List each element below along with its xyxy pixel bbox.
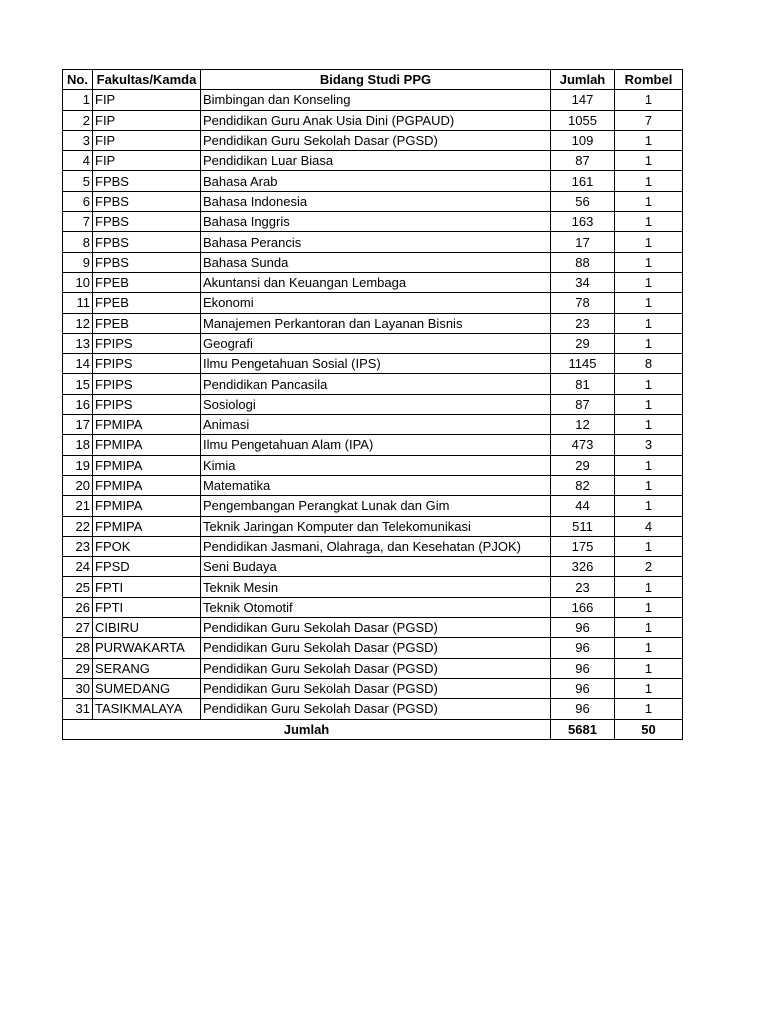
cell-fakultas: FPTI — [93, 597, 201, 617]
cell-rombel: 1 — [615, 90, 683, 110]
cell-rombel: 1 — [615, 252, 683, 272]
cell-rombel: 1 — [615, 577, 683, 597]
cell-bidang-studi: Seni Budaya — [201, 557, 551, 577]
cell-fakultas: FPOK — [93, 536, 201, 556]
cell-no: 16 — [63, 394, 93, 414]
table-row — [63, 130, 683, 150]
cell-bidang-studi: Pendidikan Guru Sekolah Dasar (PGSD) — [201, 618, 551, 638]
cell-bidang-studi: Pendidikan Guru Sekolah Dasar (PGSD) — [201, 130, 551, 150]
cell-jumlah: 109 — [551, 130, 615, 150]
cell-rombel: 1 — [615, 212, 683, 232]
cell-jumlah: 87 — [551, 151, 615, 171]
cell-jumlah: 87 — [551, 394, 615, 414]
cell-bidang-studi: Geografi — [201, 333, 551, 353]
total-label: Jumlah — [63, 719, 551, 739]
cell-jumlah: 175 — [551, 536, 615, 556]
cell-jumlah: 23 — [551, 577, 615, 597]
cell-no: 14 — [63, 354, 93, 374]
table-row — [63, 557, 683, 577]
cell-fakultas: FPMIPA — [93, 415, 201, 435]
cell-jumlah: 1055 — [551, 110, 615, 130]
table-row — [63, 658, 683, 678]
cell-no: 11 — [63, 293, 93, 313]
cell-jumlah: 96 — [551, 678, 615, 698]
cell-bidang-studi: Sosiologi — [201, 394, 551, 414]
cell-rombel: 1 — [615, 333, 683, 353]
table-row — [63, 374, 683, 394]
ppg-table — [62, 69, 683, 740]
cell-jumlah: 78 — [551, 293, 615, 313]
cell-rombel: 3 — [615, 435, 683, 455]
header-bidang-studi: Bidang Studi PPG — [201, 70, 551, 90]
table-row — [63, 212, 683, 232]
cell-bidang-studi: Teknik Jaringan Komputer dan Telekomunikasi — [201, 516, 551, 536]
cell-fakultas: FPMIPA — [93, 435, 201, 455]
cell-rombel: 1 — [615, 272, 683, 292]
cell-fakultas: FPIPS — [93, 374, 201, 394]
cell-jumlah: 29 — [551, 333, 615, 353]
cell-bidang-studi: Bahasa Perancis — [201, 232, 551, 252]
cell-jumlah: 34 — [551, 272, 615, 292]
table-row — [63, 638, 683, 658]
cell-rombel: 1 — [615, 171, 683, 191]
cell-fakultas: FPEB — [93, 293, 201, 313]
cell-no: 24 — [63, 557, 93, 577]
cell-no: 17 — [63, 415, 93, 435]
cell-bidang-studi: Bahasa Sunda — [201, 252, 551, 272]
cell-fakultas: FPMIPA — [93, 455, 201, 475]
cell-no: 12 — [63, 313, 93, 333]
cell-jumlah: 511 — [551, 516, 615, 536]
table-row — [63, 313, 683, 333]
cell-fakultas: FIP — [93, 90, 201, 110]
cell-no: 22 — [63, 516, 93, 536]
cell-rombel: 1 — [615, 151, 683, 171]
cell-jumlah: 96 — [551, 699, 615, 719]
header-rombel: Rombel — [615, 70, 683, 90]
cell-fakultas: PURWAKARTA — [93, 638, 201, 658]
cell-bidang-studi: Pendidikan Guru Sekolah Dasar (PGSD) — [201, 638, 551, 658]
cell-fakultas: FPEB — [93, 272, 201, 292]
cell-bidang-studi: Pendidikan Luar Biasa — [201, 151, 551, 171]
cell-fakultas: SERANG — [93, 658, 201, 678]
cell-fakultas: FPEB — [93, 313, 201, 333]
cell-no: 1 — [63, 90, 93, 110]
cell-fakultas: FPIPS — [93, 354, 201, 374]
cell-rombel: 8 — [615, 354, 683, 374]
table-row — [63, 415, 683, 435]
cell-fakultas: FPBS — [93, 191, 201, 211]
cell-bidang-studi: Pendidikan Guru Anak Usia Dini (PGPAUD) — [201, 110, 551, 130]
cell-no: 21 — [63, 496, 93, 516]
table-row — [63, 191, 683, 211]
table-row — [63, 618, 683, 638]
cell-fakultas: FIP — [93, 110, 201, 130]
cell-bidang-studi: Pengembangan Perangkat Lunak dan Gim — [201, 496, 551, 516]
cell-fakultas: TASIKMALAYA — [93, 699, 201, 719]
cell-fakultas: FIP — [93, 151, 201, 171]
table-row — [63, 536, 683, 556]
cell-no: 25 — [63, 577, 93, 597]
cell-bidang-studi: Manajemen Perkantoran dan Layanan Bisnis — [201, 313, 551, 333]
cell-jumlah: 163 — [551, 212, 615, 232]
cell-no: 5 — [63, 171, 93, 191]
cell-rombel: 1 — [615, 638, 683, 658]
cell-jumlah: 82 — [551, 475, 615, 495]
table-row — [63, 516, 683, 536]
cell-rombel: 1 — [615, 232, 683, 252]
table-row — [63, 272, 683, 292]
cell-jumlah: 29 — [551, 455, 615, 475]
total-jumlah: 5681 — [551, 719, 615, 739]
cell-jumlah: 96 — [551, 638, 615, 658]
table-row — [63, 435, 683, 455]
cell-bidang-studi: Kimia — [201, 455, 551, 475]
table-row — [63, 496, 683, 516]
cell-jumlah: 96 — [551, 618, 615, 638]
cell-bidang-studi: Bahasa Arab — [201, 171, 551, 191]
cell-rombel: 4 — [615, 516, 683, 536]
cell-bidang-studi: Teknik Mesin — [201, 577, 551, 597]
cell-no: 26 — [63, 597, 93, 617]
cell-no: 3 — [63, 130, 93, 150]
cell-bidang-studi: Animasi — [201, 415, 551, 435]
header-jumlah: Jumlah — [551, 70, 615, 90]
cell-jumlah: 96 — [551, 658, 615, 678]
table-row — [63, 171, 683, 191]
cell-fakultas: FPMIPA — [93, 496, 201, 516]
cell-jumlah: 88 — [551, 252, 615, 272]
table-row — [63, 678, 683, 698]
cell-bidang-studi: Ilmu Pengetahuan Alam (IPA) — [201, 435, 551, 455]
cell-bidang-studi: Pendidikan Pancasila — [201, 374, 551, 394]
cell-jumlah: 81 — [551, 374, 615, 394]
cell-jumlah: 12 — [551, 415, 615, 435]
cell-bidang-studi: Teknik Otomotif — [201, 597, 551, 617]
cell-rombel: 1 — [615, 618, 683, 638]
table-row — [63, 151, 683, 171]
cell-no: 6 — [63, 191, 93, 211]
cell-rombel: 1 — [615, 130, 683, 150]
cell-no: 18 — [63, 435, 93, 455]
table-row — [63, 475, 683, 495]
cell-bidang-studi: Matematika — [201, 475, 551, 495]
cell-rombel: 2 — [615, 557, 683, 577]
cell-rombel: 1 — [615, 394, 683, 414]
total-rombel: 50 — [615, 719, 683, 739]
cell-fakultas: SUMEDANG — [93, 678, 201, 698]
table-row — [63, 699, 683, 719]
cell-rombel: 1 — [615, 293, 683, 313]
cell-no: 28 — [63, 638, 93, 658]
cell-no: 19 — [63, 455, 93, 475]
cell-jumlah: 44 — [551, 496, 615, 516]
cell-bidang-studi: Pendidikan Guru Sekolah Dasar (PGSD) — [201, 658, 551, 678]
total-row — [63, 719, 683, 739]
cell-jumlah: 17 — [551, 232, 615, 252]
cell-no: 10 — [63, 272, 93, 292]
cell-no: 20 — [63, 475, 93, 495]
cell-no: 31 — [63, 699, 93, 719]
cell-bidang-studi: Pendidikan Guru Sekolah Dasar (PGSD) — [201, 678, 551, 698]
header-no: No. — [63, 70, 93, 90]
cell-bidang-studi: Bahasa Inggris — [201, 212, 551, 232]
cell-fakultas: FPTI — [93, 577, 201, 597]
cell-no: 9 — [63, 252, 93, 272]
cell-rombel: 1 — [615, 313, 683, 333]
cell-fakultas: FPBS — [93, 252, 201, 272]
cell-rombel: 1 — [615, 699, 683, 719]
cell-bidang-studi: Akuntansi dan Keuangan Lembaga — [201, 272, 551, 292]
cell-fakultas: FPMIPA — [93, 475, 201, 495]
cell-jumlah: 326 — [551, 557, 615, 577]
cell-fakultas: FPIPS — [93, 333, 201, 353]
table-row — [63, 597, 683, 617]
table-body — [63, 90, 683, 719]
table-row — [63, 455, 683, 475]
cell-no: 2 — [63, 110, 93, 130]
table-row — [63, 110, 683, 130]
cell-rombel: 1 — [615, 597, 683, 617]
cell-no: 15 — [63, 374, 93, 394]
cell-rombel: 1 — [615, 374, 683, 394]
cell-no: 7 — [63, 212, 93, 232]
cell-no: 8 — [63, 232, 93, 252]
cell-fakultas: CIBIRU — [93, 618, 201, 638]
header-fakultas: Fakultas/Kamda — [93, 70, 201, 90]
cell-jumlah: 147 — [551, 90, 615, 110]
cell-bidang-studi: Ekonomi — [201, 293, 551, 313]
cell-no: 27 — [63, 618, 93, 638]
cell-no: 23 — [63, 536, 93, 556]
cell-rombel: 1 — [615, 455, 683, 475]
cell-no: 29 — [63, 658, 93, 678]
cell-fakultas: FPSD — [93, 557, 201, 577]
cell-jumlah: 166 — [551, 597, 615, 617]
table-row — [63, 252, 683, 272]
cell-no: 30 — [63, 678, 93, 698]
cell-fakultas: FPIPS — [93, 394, 201, 414]
table-row — [63, 333, 683, 353]
table-row — [63, 577, 683, 597]
cell-fakultas: FPBS — [93, 232, 201, 252]
cell-bidang-studi: Pendidikan Guru Sekolah Dasar (PGSD) — [201, 699, 551, 719]
cell-rombel: 1 — [615, 496, 683, 516]
cell-bidang-studi: Bahasa Indonesia — [201, 191, 551, 211]
cell-bidang-studi: Bimbingan dan Konseling — [201, 90, 551, 110]
cell-jumlah: 161 — [551, 171, 615, 191]
table-row — [63, 354, 683, 374]
cell-fakultas: FPMIPA — [93, 516, 201, 536]
cell-rombel: 1 — [615, 191, 683, 211]
cell-fakultas: FPBS — [93, 171, 201, 191]
cell-rombel: 7 — [615, 110, 683, 130]
cell-rombel: 1 — [615, 475, 683, 495]
cell-rombel: 1 — [615, 536, 683, 556]
cell-bidang-studi: Pendidikan Jasmani, Olahraga, dan Kesehatan (PJOK) — [201, 536, 551, 556]
cell-rombel: 1 — [615, 415, 683, 435]
cell-fakultas: FIP — [93, 130, 201, 150]
cell-no: 13 — [63, 333, 93, 353]
cell-rombel: 1 — [615, 658, 683, 678]
cell-jumlah: 1145 — [551, 354, 615, 374]
table-row — [63, 90, 683, 110]
cell-fakultas: FPBS — [93, 212, 201, 232]
cell-jumlah: 56 — [551, 191, 615, 211]
cell-jumlah: 473 — [551, 435, 615, 455]
cell-no: 4 — [63, 151, 93, 171]
cell-bidang-studi: Ilmu Pengetahuan Sosial (IPS) — [201, 354, 551, 374]
cell-rombel: 1 — [615, 678, 683, 698]
table-row — [63, 232, 683, 252]
cell-jumlah: 23 — [551, 313, 615, 333]
header-row — [63, 70, 683, 90]
table-row — [63, 293, 683, 313]
table-row — [63, 394, 683, 414]
